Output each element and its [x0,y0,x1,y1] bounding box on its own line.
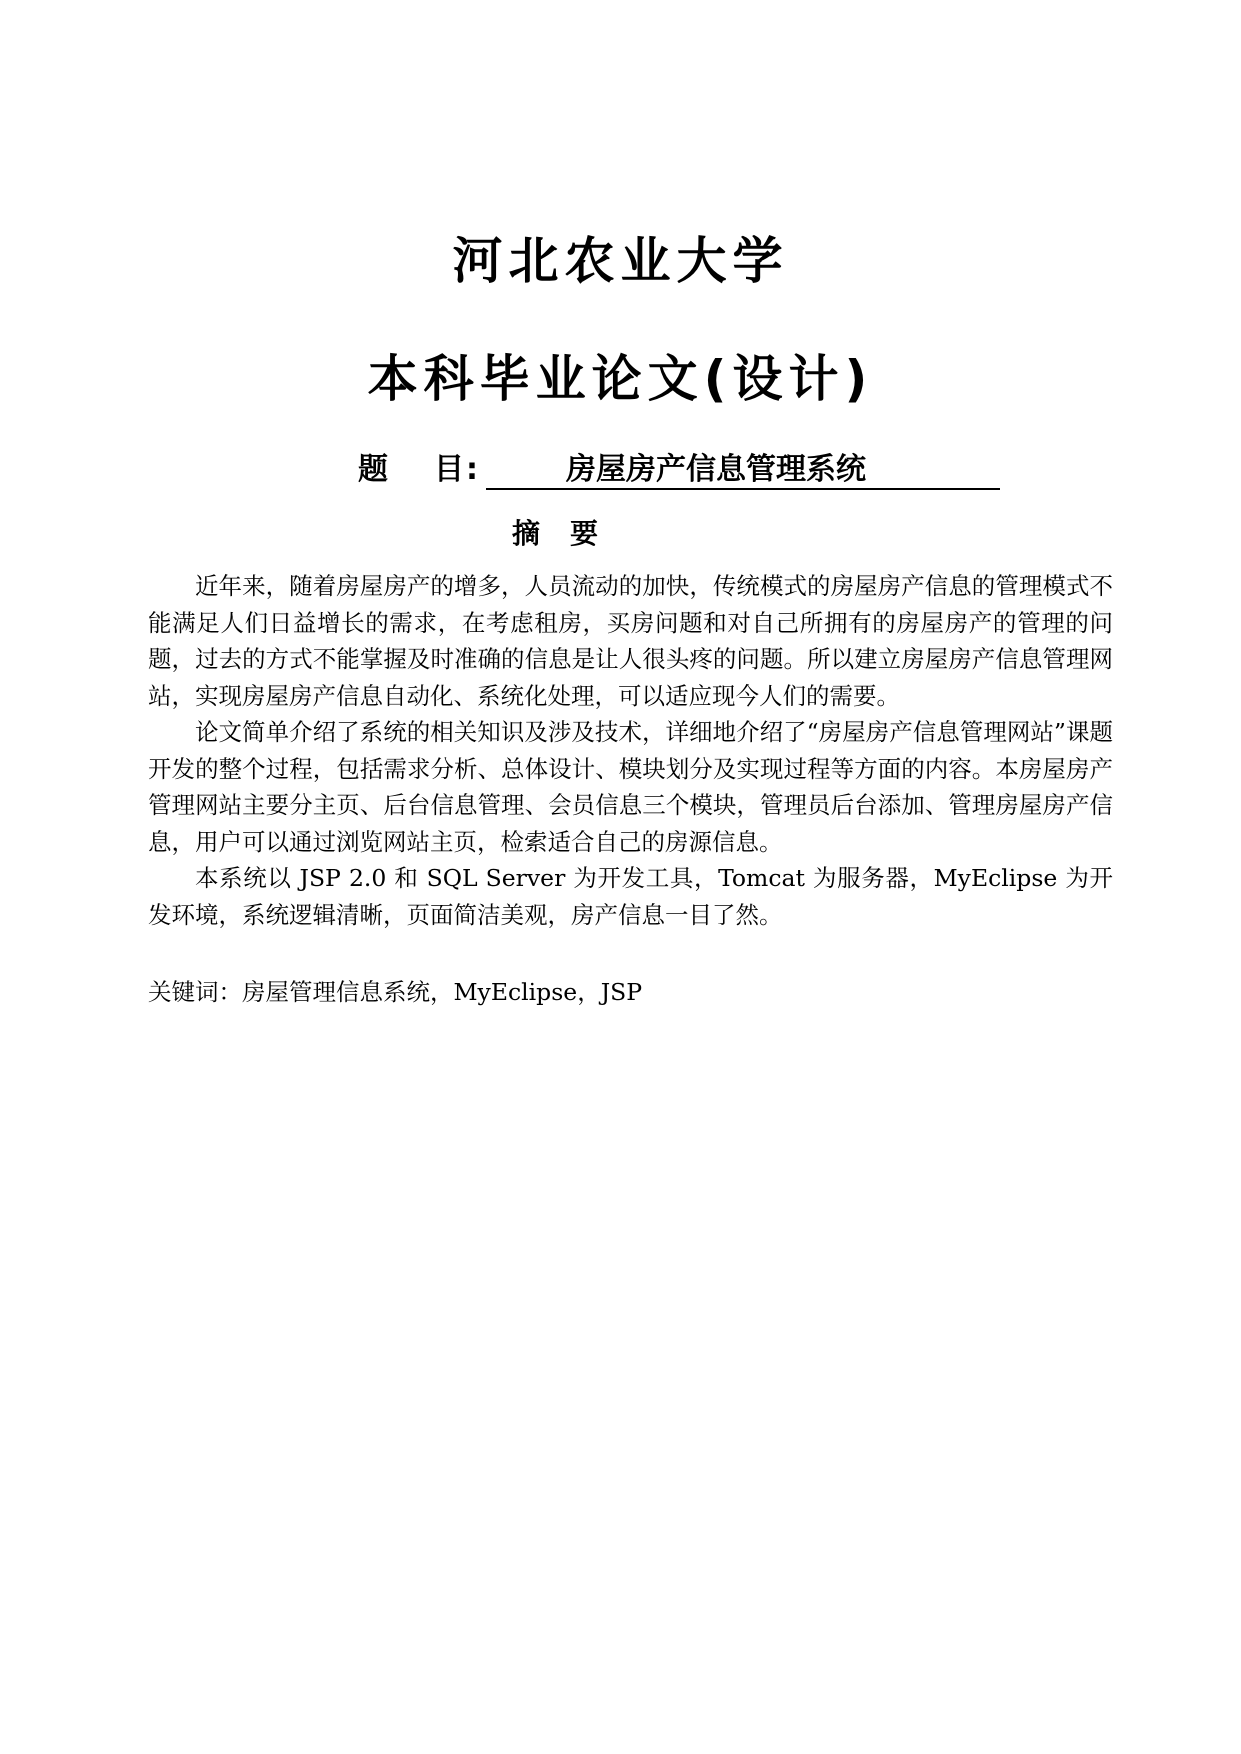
abstract-heading-part2: 要 [570,517,599,550]
title-label-part2: 目: [434,452,480,487]
abstract-body [148,568,1113,933]
abstract-heading-part1: 摘 [511,517,540,550]
thesis-type-heading: 本科毕业论文(设计) [367,350,874,408]
title-underline [486,448,1000,490]
abstract-paragraph: 论文简单介绍了系统的相关知识及涉及技术，详细地介绍了“房屋房产信息管理网站”课题开发的整个过程，包括需求分析、总体设计、模块划分及实现过程等方面的内容。本房屋房产管理网站主要分主页、后台信息管理、会员信息三个模块，管理员后台添加、管理房屋房产信息，用户可以通过浏览网站主页，检索适合自己的房源信息。 [148,718,1113,856]
title-label [358,448,480,492]
abstract-paragraph: 近年来，随着房屋房产的增多，人员流动的加快，传统模式的房屋房产信息的管理模式不能满足人们日益增长的需求，在考虑租房，买房问题和对自己所拥有的房屋房产的管理的问题，过去的方式不能掌握及时准确的信息是让人很头疼的问题。所以建立房屋房产信息管理网站，实现房屋房产信息自动化、系统化处理，可以适应现今人们的需要。 [148,572,1113,710]
abstract-heading [0,514,1110,554]
thesis-title: 房屋房产信息管理系统 [566,452,866,487]
thesis-title-row [358,448,1008,492]
keywords-line: 关键词：房屋管理信息系统，MyEclipse，JSP [148,978,643,1006]
abstract-paragraph: 本系统以 JSP 2.0 和 SQL Server 为开发工具，Tomcat 为服务器，MyEclipse 为开发环境，系统逻辑清晰，页面简洁美观，房产信息一目了然。 [148,864,1113,929]
title-label-part1: 题 [358,452,390,487]
university-name: 河北农业大学 [452,232,789,290]
